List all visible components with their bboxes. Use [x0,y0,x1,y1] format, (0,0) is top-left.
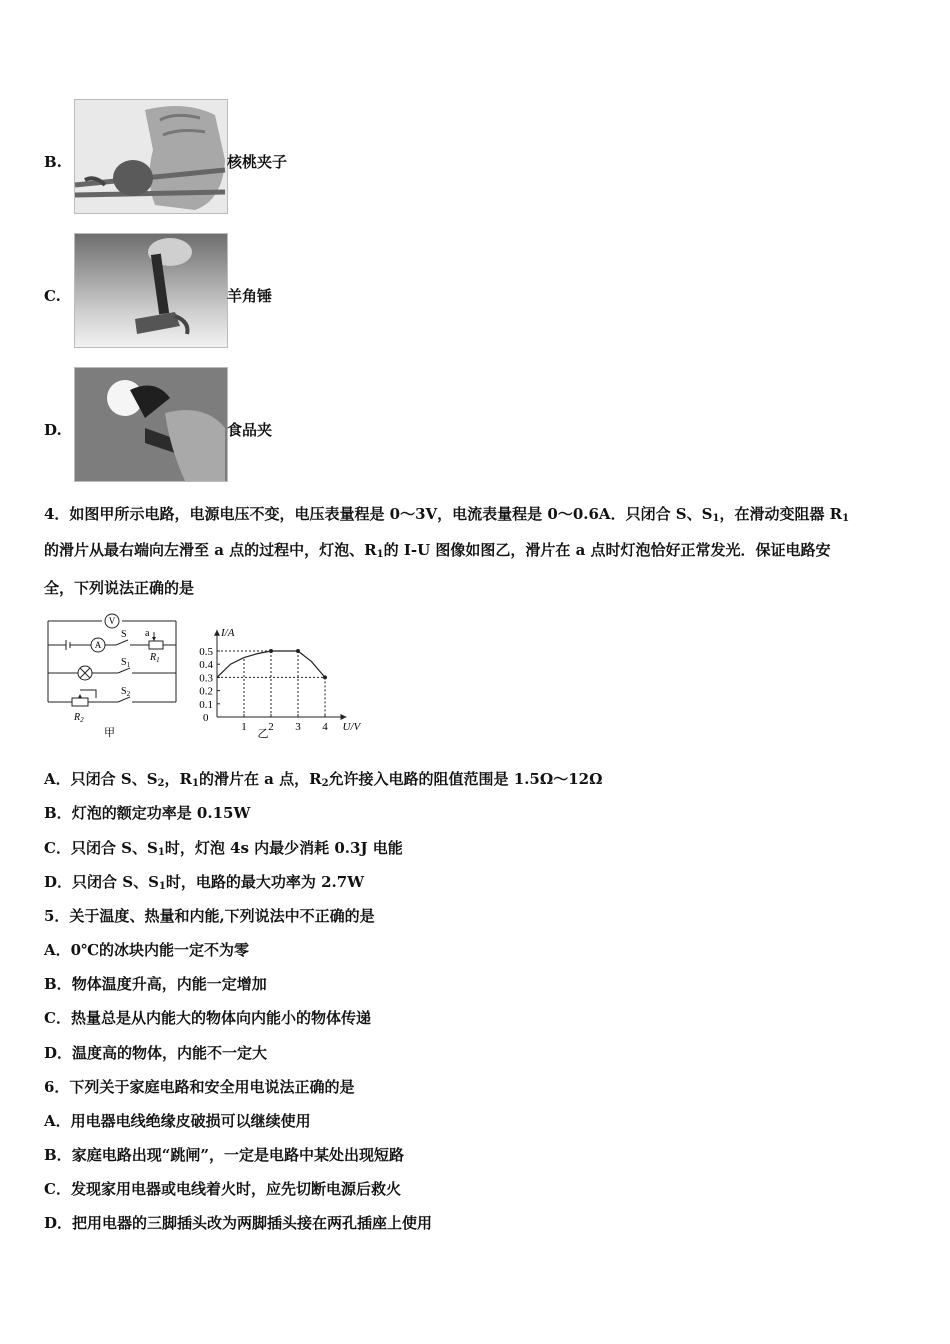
q5-stem: 5．关于温度、热量和内能,下列说法中不正确的是 [44,907,375,925]
walnut-cracker-photo [74,99,228,214]
switch-s-label: S [121,629,127,640]
option-b-caption: 核桃夹子 [227,153,288,171]
option-c-caption: 羊角锤 [227,287,273,305]
x-axis-arrow [341,714,347,720]
y-tick-label: 0.2 [199,685,213,698]
q6-option-c: C．发现家用电器或电线着火时，应先切断电源后救火 [44,1180,401,1198]
q5-option-c: C．热量总是从内能大的物体向内能小的物体传递 [44,1009,371,1027]
q4-option-a: A．只闭合 S、$S_2$，$R_1$的滑片在 a 点，$R_2$允许接入电路的阻值范围是 1.5Ω～12Ω [44,770,603,789]
q6-option-d: D．把用电器的三脚插头改为两脚插头接在两孔插座上使用 [44,1214,433,1232]
q5-option-b: B．物体温度升高，内能一定增加 [44,975,267,993]
q4-stem-line2: 的滑片从最右端向左滑至 a 点的过程中，灯泡、$R_1$的 I-U 图像如图乙，滑片在 a 点时灯泡恰好正常发光．保证电路安 [44,541,831,560]
y-tick-label: 0.3 [199,672,213,685]
point-a-label: a [145,628,150,639]
switch-s1-label: $S_1$ [121,657,131,669]
r2-label: $R_2$ [74,712,84,724]
x-tick-label: 1 [241,721,247,733]
y-axis-label: I/A [221,626,235,639]
x-tick-label: 3 [295,721,301,733]
q6-stem: 6．下列关于家庭电路和安全用电说法正确的是 [44,1078,355,1096]
q4-stem-line1: 4．如图甲所示电路，电源电压不变，电压表量程是 0～3V，电流表量程是 0～0.6A．只闭合 S、$S_1$，在滑动变阻器 $R_1$ [44,505,850,524]
option-d-letter: D. [44,421,62,439]
fig-jia-caption: 甲 [104,727,115,739]
q4-stem-line3: 全，下列说法正确的是 [44,579,195,597]
switch-s2-label: $S_2$ [121,686,131,698]
y-tick-label: 0.4 [199,659,213,672]
y-axis-arrow [214,630,220,636]
voltmeter-label: V [108,616,116,626]
q5-option-d: D．温度高的物体，内能不一定大 [44,1044,268,1062]
circuit-diagram-jia [44,612,184,742]
claw-hammer-photo [74,233,228,348]
ammeter-label: A [94,640,102,650]
food-tongs-photo [74,367,228,482]
q6-option-b: B．家庭电路出现“跳闸”，一定是电路中某处出现短路 [44,1146,404,1164]
origin-label: 0 [203,712,209,724]
q5-option-a: A．0℃的冰块内能一定不为零 [44,941,250,959]
q4-option-d: D．只闭合 S、$S_1$时，电路的最大功率为 2.7W [44,873,365,892]
q4-option-b: B．灯泡的额定功率是 0.15W [44,804,251,822]
x-axis-label: U/V [342,721,361,733]
data-point [269,649,273,653]
x-tick-label: 2 [268,721,274,733]
y-tick-label: 0.5 [199,646,213,658]
x-tick-label: 4 [322,721,328,733]
y-tick-label: 0.1 [199,698,213,711]
option-b-letter: B. [44,153,62,171]
q4-option-c: C．只闭合 S、$S_1$时，灯泡 4s 内最少消耗 0.3J 电能 [44,839,403,858]
data-point [296,649,300,653]
data-point [323,675,327,679]
option-d-caption: 食品夹 [227,421,273,439]
option-c-letter: C. [44,287,61,305]
q6-option-a: A．用电器电线绝缘皮破损可以继续使用 [44,1112,311,1130]
iu-chart [184,612,361,744]
series-line-R1-curve [298,651,325,677]
r1-label: $R_1$ [150,652,160,664]
fig-yi-caption: 乙 [257,728,269,740]
